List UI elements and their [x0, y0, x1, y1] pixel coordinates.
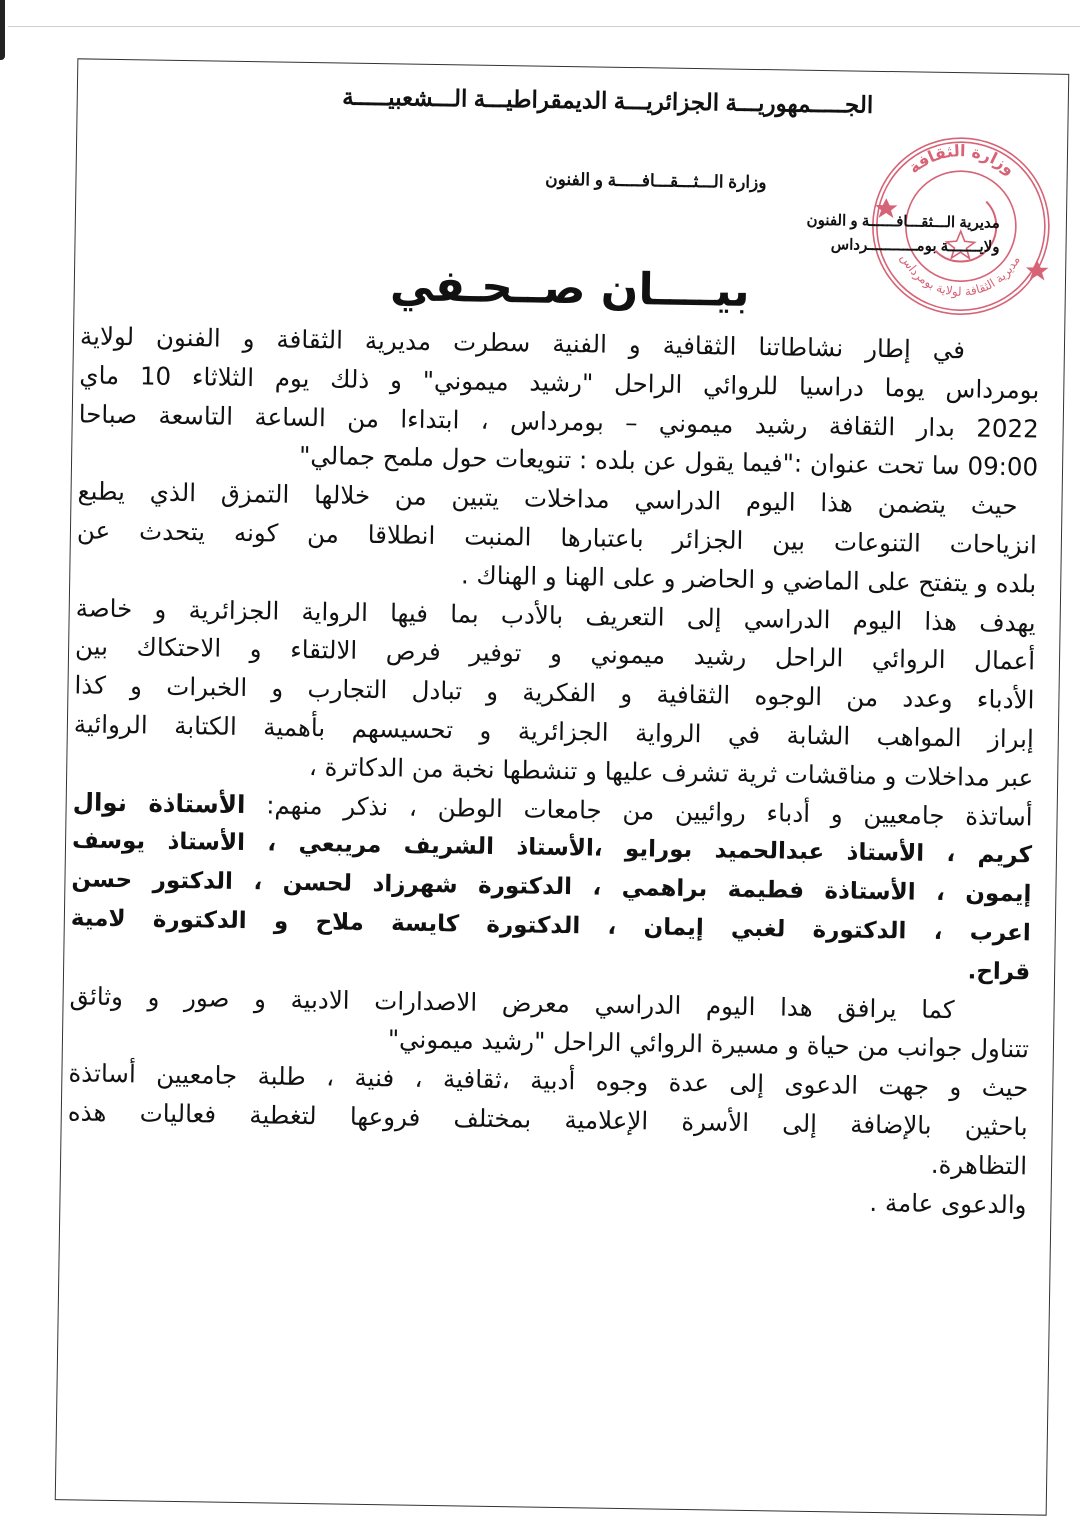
body-line: كما يرافق هدا اليوم الدراسي معرض الاصدارات الادبية و صور و وثائق — [69, 980, 955, 1024]
press-release-body — [66, 317, 1040, 1224]
republic-header: الجـــــمهوريـــة الجزائريـــة الديمقراطيـــة الـــشعبيـــــة — [342, 83, 874, 118]
speakers-line: اعرب ، الدكتورة لغبي إيمان ، الدكتورة كايسة ملاح و الدكتورة لامية — [70, 905, 1031, 947]
paragraph-content — [76, 473, 1038, 604]
body-line: باحثين بالإضافة إلى الأسرة الإعلامية بمختلف فروعها لتغطية فعاليات هذه — [67, 1097, 1028, 1142]
body-text: أساتذة جامعيين و أدباء روائيين من جامعات الوطن ، نذكر منهم: — [266, 789, 1033, 831]
body-line: انزياحات التنوعات بين الجزائر باعتبارها المنبت انطلاقا من كونه يتحدث عن — [76, 515, 1038, 560]
directorate-name: مديرية الـــثقـــافــــــة و الفنون — [806, 211, 1001, 232]
body-line: يهدف هذا اليوم الدراسي إلى التعريف بالأدب بما فيها الرواية الجزائرية و خاصة — [75, 592, 1036, 637]
body-line: 2022 بدار الثقافة رشيد ميموني – بومرداس ، ابتداءا من الساعة التاسعة صباحا — [78, 398, 1039, 444]
speakers-line: قراح. — [967, 958, 1031, 986]
body-line: تتناول جوانب من حياة و مسيرة الروائي الراحل "رشيد ميموني" — [387, 1024, 1030, 1064]
paragraph-invitation — [67, 1054, 1029, 1185]
scan-edge-line — [8, 26, 1080, 27]
body-line: أعمال الروائي الراحل رشيد ميموني و توفير فرص الالتقاء و الاحتكاك بين — [74, 631, 1036, 676]
body-line: بلده و يتفتح على الماضي و الحاضر و على الهنا و الهناك . — [460, 560, 1037, 599]
speakers-line: كريم ، الأستاذ عبدالحميد بورايو ،الأستاذ الشريف مريبعي ، الأستاذ يوسف — [71, 827, 1033, 869]
speaker-name: الأستاذة نوال — [72, 786, 246, 819]
paragraph-exhibition — [69, 977, 1030, 1070]
body-line: حيث و جهت الدعوى إلى عدة وجوه أدبية ،ثقافية ، فنية ، طلبة جامعيين أساتذة — [68, 1058, 1029, 1103]
body-line: حيث يتضمن هذا اليوم الدراسي مداخلات يتبين من خلالها التمزق الذي يطبع — [77, 476, 1018, 521]
scan-edge-shadow — [0, 0, 5, 60]
body-line: التظاهرة. — [930, 1149, 1028, 1181]
document-title: بيــــان صــحـفي — [389, 260, 750, 317]
stamp-inner-text: مديرية الثقافة لولاية بومرداس — [897, 251, 1023, 299]
body-line: الأدباء وعدد من الوجوه الثقافية و الفكرية و تبادل التجارب و الخبرات و كذا — [74, 670, 1035, 715]
body-line: عبر مداخلات و مناقشات ثرية تشرف عليها و تنشطها نخبة من الدكاترة ، — [308, 751, 1034, 793]
province-name: ولايـــــــة بومـــــــــــرداس — [830, 236, 1000, 256]
paragraph-goals — [72, 589, 1036, 837]
speakers-line: إيمون ، الأستاذة فطيمة براهمي ، الدكتورة شهرزاد لحسن ، الدكتور حسن — [71, 866, 1032, 908]
body-line: في إطار نشاطاتنا الثقافية و الفنية سطرت مديرية الثقافة و الفنون لولاية — [79, 321, 966, 365]
directorate-header — [806, 209, 1000, 260]
ministry-header: وزارة الـــثـــقـــافـــــة و الفنون — [545, 169, 767, 193]
stamp-outer-text: وزارة الثقافة — [904, 141, 1019, 179]
body-line: بومرداس يوما دراسيا للروائي الراحل "رشيد ميموني" و ذلك يوم الثلاثاء 10 ماي — [79, 360, 1040, 405]
document-frame — [55, 58, 1070, 1515]
closing-line: والدعوى عامة . — [869, 1187, 1027, 1219]
paragraph-event — [78, 317, 1040, 487]
body-line: 09:00 سا تحت عنوان :"فيما يقول عن بلده : تنويعات حول ملمح جمالي" — [298, 441, 1039, 482]
body-line: إبراز المواهب الشابة في الرواية الجزائرية و تحسيسهم بأهمية الكتابة الروائية — [73, 709, 1035, 754]
speakers-list — [70, 822, 1032, 992]
